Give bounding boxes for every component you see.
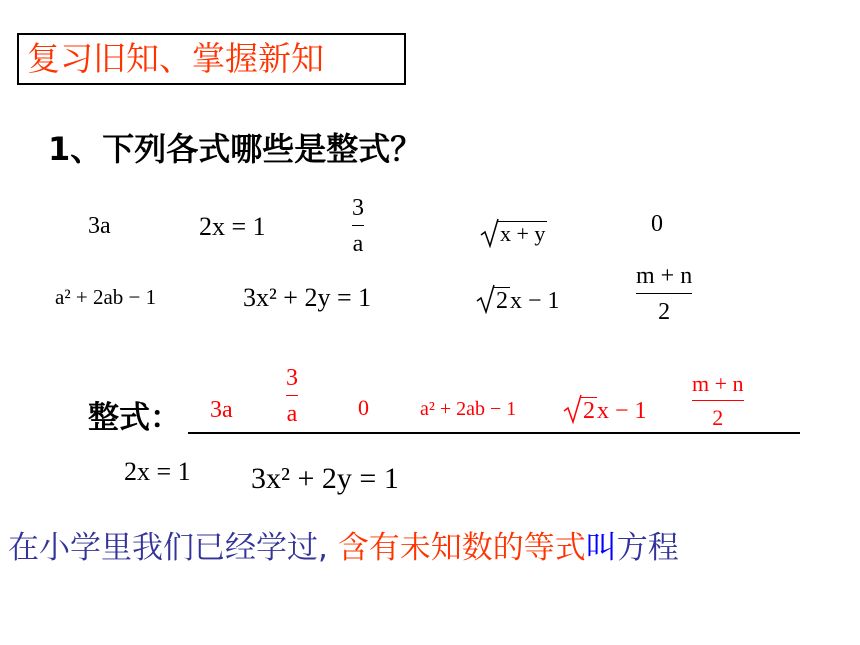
- radical-sign-icon: [480, 218, 500, 248]
- fraction-denominator: a: [286, 401, 298, 427]
- radical-sign-icon: [476, 284, 496, 314]
- question-text: 1、下列各式哪些是整式？: [48, 130, 423, 168]
- radical-sign-icon: [563, 394, 583, 424]
- slide-title: 复习旧知、掌握新知: [27, 39, 324, 78]
- fraction-denominator: 2: [658, 299, 671, 325]
- fraction-numerator: 3: [286, 365, 298, 391]
- expr-sqrt2x-minus-1: [476, 287, 560, 313]
- below-3x2-plus-2y-eq-1: 3x² + 2y = 1: [251, 462, 399, 495]
- answer-a2-plus-2ab-minus-1: a² + 2ab − 1: [420, 398, 517, 420]
- fraction-bar: [352, 225, 364, 226]
- sentence-part-1: 在小学里我们已经学过,: [8, 530, 328, 566]
- definition-sentence: [8, 526, 679, 570]
- answer-sqrt2x-minus-1: [563, 397, 647, 423]
- sentence-part-2: 含有未知数的等式: [337, 530, 586, 566]
- expr-sqrt-x-plus-y: [480, 221, 547, 245]
- expr-0: 0: [651, 211, 663, 237]
- answer-underline: [188, 432, 800, 434]
- expr-tail: x − 1: [510, 288, 560, 314]
- expr-3-over-a: [352, 196, 364, 256]
- fraction-bar: [286, 395, 298, 396]
- expr-m-plus-n-over-2: [636, 264, 692, 324]
- fraction-denominator: 2: [712, 405, 724, 430]
- fraction-denominator: a: [352, 231, 364, 257]
- answer-3-over-a: [286, 366, 298, 426]
- expr-a2-plus-2ab-minus-1: a² + 2ab − 1: [55, 285, 157, 309]
- fraction-bar: [636, 293, 692, 294]
- answer-0: 0: [358, 395, 369, 420]
- expr-tail: x − 1: [597, 398, 647, 424]
- fraction-numerator: m + n: [692, 371, 744, 396]
- answer-label: 整式：: [88, 400, 181, 436]
- fraction-bar: [692, 400, 744, 401]
- fraction-numerator: 3: [352, 195, 364, 221]
- expr-3x2-plus-2y-eq-1: 3x² + 2y = 1: [243, 283, 372, 312]
- sentence-part-4: 方程: [616, 530, 679, 566]
- expr-2x-eq-1: 2x = 1: [199, 212, 266, 241]
- fraction-numerator: m + n: [636, 263, 693, 289]
- radicand: x + y: [500, 221, 546, 246]
- answer-3a: 3a: [210, 397, 233, 423]
- expr-3a: 3a: [88, 213, 111, 239]
- below-2x-eq-1: 2x = 1: [124, 457, 191, 486]
- sentence-part-3: 叫: [585, 530, 617, 566]
- radicand: 2: [496, 288, 508, 314]
- radicand: 2: [583, 398, 595, 424]
- answer-m-plus-n-over-2: [692, 373, 744, 429]
